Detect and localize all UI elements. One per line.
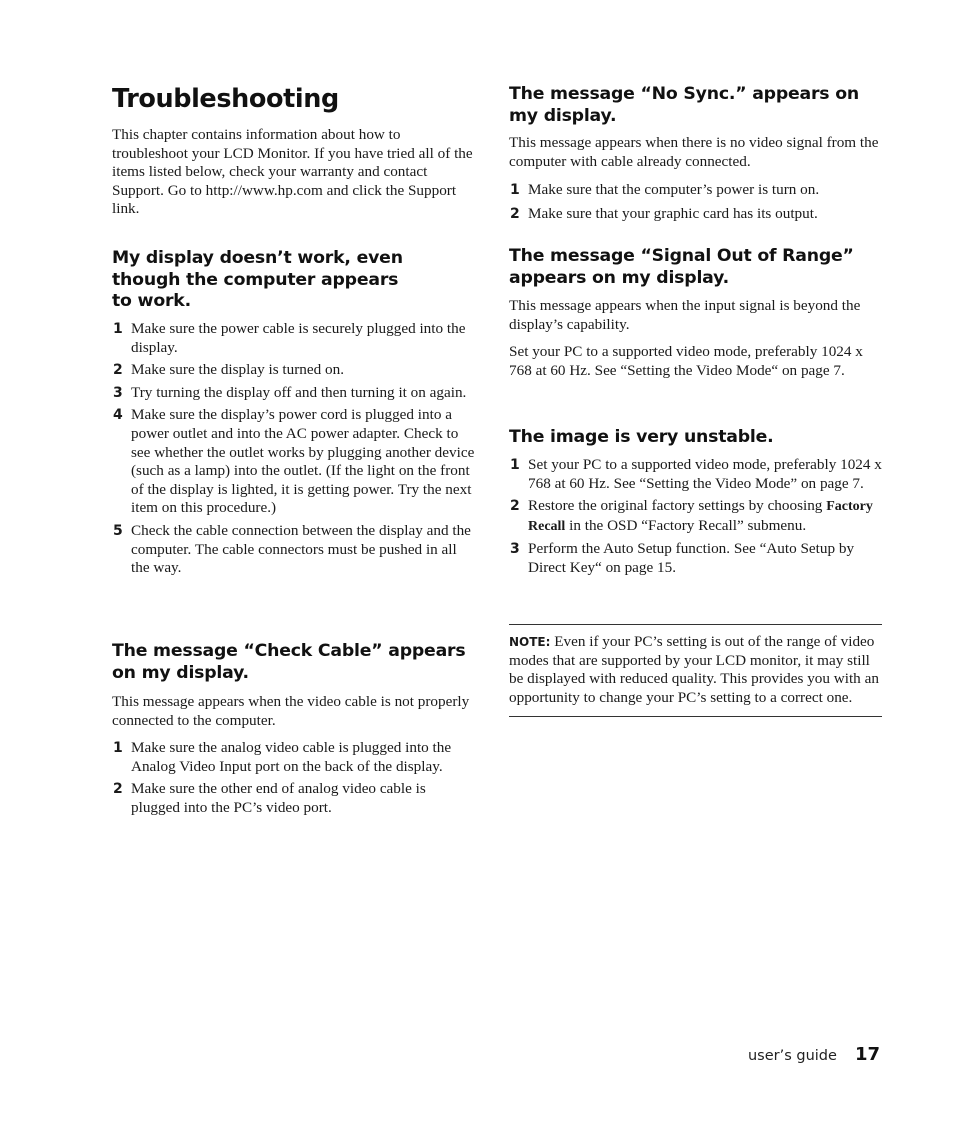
step-number: 2	[113, 781, 123, 798]
step-text: Make sure the other end of analog video cable is plugged into the PC’s video port.	[131, 780, 426, 816]
list-item	[509, 205, 819, 224]
section-heading-display-not-working	[112, 248, 403, 313]
step-text: Make sure the analog video cable is plugged into the Analog Video Input port on the back of the display.	[131, 739, 452, 775]
step-number: 2	[510, 498, 520, 515]
step-number: 1	[113, 321, 123, 337]
section-heading-check-cable: The message “Check Cable” appears on my display.	[112, 641, 466, 683]
list-item	[112, 406, 478, 518]
list-item	[112, 384, 478, 403]
list-item	[112, 739, 478, 776]
list-item	[509, 540, 882, 577]
heading-line: My display doesn’t work, even	[112, 248, 403, 268]
image-unstable-steps	[509, 456, 882, 578]
list-item	[112, 361, 478, 380]
intro-paragraph: This chapter contains information about how to troubleshoot your LCD Monitor. If you have tried all of the items listed below, check your warranty and contact Support. Go to http://www.hp.com and click the Support link.	[112, 126, 473, 218]
list-item	[112, 522, 478, 578]
no-sync-paragraph: This message appears when there is no video signal from the computer with cable already connected.	[509, 134, 879, 170]
step-text: Make sure the display’s power cord is plugged into a power outlet and into the AC power adapter. Check to see whether the outlet works by plugging another device (such as a lamp) into the outlet. (If the light on the front of the display is lighted, it is getting power. Try the next item on this procedure.)	[131, 406, 475, 517]
no-sync-steps	[509, 181, 819, 223]
step-text: Make sure the power cable is securely plugged into the display.	[131, 320, 466, 356]
step-text: Make sure the display is turned on.	[131, 361, 345, 379]
step-text-start: Restore the original factory settings by choosing	[528, 497, 827, 515]
step-number: 1	[510, 457, 520, 473]
section-heading-signal-out-of-range: The message “Signal Out of Range” appears on my display.	[509, 246, 854, 288]
check-cable-steps	[112, 739, 478, 817]
step-number: 1	[113, 740, 123, 756]
step-text: Make sure that the computer’s power is turn on.	[528, 181, 820, 198]
list-item	[112, 320, 478, 357]
note-label: NOTE:	[509, 635, 551, 649]
check-cable-paragraph: This message appears when the video cable is not properly connected to the computer.	[112, 693, 470, 729]
factory-recall-term: Factory Recall	[528, 499, 873, 534]
step-number: 2	[113, 362, 123, 379]
step-text-end: in the OSD “Factory Recall” submenu.	[565, 516, 807, 534]
page-footer	[748, 1044, 880, 1065]
list-item	[509, 456, 882, 493]
display-not-working-steps	[112, 320, 478, 578]
note-box	[509, 624, 882, 717]
step-text: Perform the Auto Setup function. See “Auto Setup by Direct Key“ on page 15.	[528, 540, 855, 576]
step-text: Check the cable connection between the display and the computer. The cable connectors must be pushed in all the way.	[131, 521, 471, 577]
section-heading-image-unstable: The image is very unstable.	[509, 427, 774, 447]
list-item	[112, 780, 478, 817]
step-text: Make sure that your graphic card has its output.	[528, 204, 818, 222]
step-text: Set your PC to a supported video mode, preferably 1024 x 768 at 60 Hz. See “Setting the Video Mode” on page 7.	[528, 456, 882, 492]
page-title: Troubleshooting	[112, 84, 339, 114]
note-paragraph	[509, 625, 882, 716]
heading-line: to work.	[112, 291, 191, 311]
step-number: 4	[113, 407, 123, 424]
step-number: 5	[113, 522, 123, 539]
note-text: Even if your PC’s setting is out of the range of video modes that are supported by your LCD monitor, it may still be displayed with reduced quality. This provides you with an opportunity to change your PC’s setting to a correct one.	[509, 633, 879, 706]
step-number: 1	[510, 182, 520, 198]
section-heading-no-sync: The message “No Sync.” appears on my display.	[509, 84, 859, 126]
heading-line: though the computer appears	[112, 269, 399, 290]
list-item	[509, 181, 819, 200]
step-text: Try turning the display off and then turning it on again.	[131, 383, 467, 401]
step-number: 3	[510, 541, 520, 558]
footer-label: user’s guide	[747, 1048, 837, 1064]
step-number: 2	[510, 205, 520, 222]
page-number: 17	[854, 1044, 880, 1065]
signal-out-of-range-paragraph: This message appears when the input signal is beyond the display’s capability.	[509, 297, 861, 333]
list-item	[509, 497, 882, 536]
video-mode-paragraph: Set your PC to a supported video mode, preferably 1024 x 768 at 60 Hz. See “Setting the Video Mode“ on page 7.	[509, 343, 863, 379]
step-number: 3	[113, 384, 123, 401]
